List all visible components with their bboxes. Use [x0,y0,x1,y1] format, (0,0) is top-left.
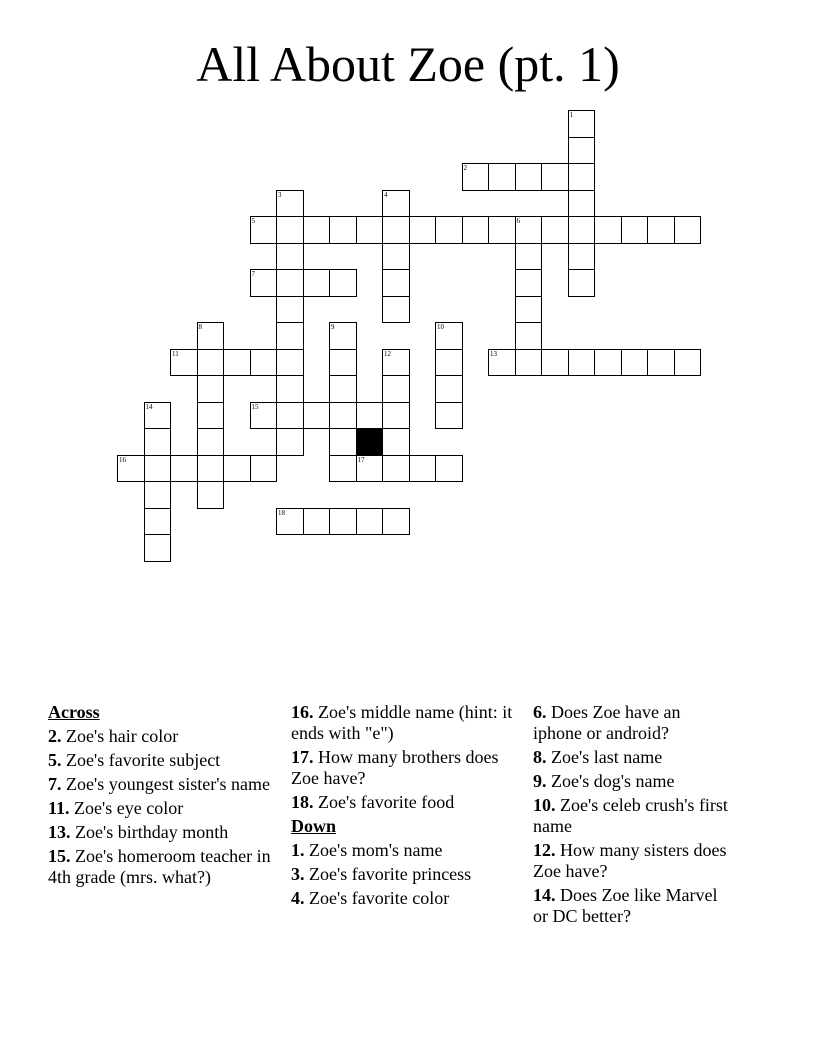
clue-number-label: 9 [331,323,335,331]
grid-cell [117,455,145,483]
clue-item [533,795,733,837]
clue-item [291,840,513,861]
clue-item [48,774,276,795]
clue-number: 7. [48,774,62,794]
grid-cell [329,216,357,244]
clue-number-label: 5 [251,217,255,225]
clue-number-label: 8 [198,323,202,331]
clue-number: 12. [533,840,556,860]
grid-cell [515,216,543,244]
grid-cell [568,163,596,191]
grid-cell [541,163,569,191]
grid-cell [435,349,463,377]
clue-number: 2. [48,726,62,746]
grid-cell [462,216,490,244]
grid-cell [435,375,463,403]
clue-column-1 [48,702,276,891]
grid-cell [568,137,596,165]
clue-text: Zoe's birthday month [70,822,229,842]
grid-cell [276,322,304,350]
clue-item [48,846,276,888]
clue-text: Does Zoe like Marvel or DC better? [533,885,718,926]
grid-cell [356,508,384,536]
grid-cell [197,375,225,403]
clue-number: 14. [533,885,556,905]
clue-text: Zoe's homeroom teacher in 4th grade (mrs. what?) [48,846,271,887]
grid-cell [223,455,251,483]
grid-cell [568,216,596,244]
grid-cell [541,349,569,377]
clue-item [291,864,513,885]
clue-text: Zoe's favorite food [313,792,455,812]
grid-cell [515,322,543,350]
clue-item [533,771,733,792]
grid-cell [488,349,516,377]
grid-cell [197,402,225,430]
grid-cell [356,455,384,483]
grid-cell [276,349,304,377]
clue-number-label: 10 [437,323,444,331]
grid-cell [382,428,410,456]
grid-cell [329,402,357,430]
grid-cell [170,349,198,377]
grid-cell [144,455,172,483]
grid-cell [250,349,278,377]
grid-cell [568,243,596,271]
clue-number: 11. [48,798,70,818]
clue-number-label: 17 [357,455,365,464]
clue-number: 18. [291,792,314,812]
clue-number: 6. [533,702,547,722]
clue-item [533,702,733,744]
grid-cell [356,402,384,430]
grid-cell [329,375,357,403]
grid-cell [382,190,410,218]
grid-cell [382,455,410,483]
clue-number-label: 14 [145,402,153,411]
clue-number-label: 12 [384,349,391,358]
grid-cell [303,402,331,430]
clue-number: 15. [48,846,71,866]
clue-number: 17. [291,747,314,767]
clue-column-2 [291,702,513,912]
clue-number: 1. [291,840,305,860]
clue-number-label: 11 [172,349,179,358]
clue-item [291,792,513,813]
grid-cell [144,481,172,509]
grid-cell [647,216,675,244]
clue-number: 4. [291,888,305,908]
grid-cell [276,243,304,271]
grid-cell [621,349,649,377]
grid-cell [329,508,357,536]
clue-text: How many sisters does Zoe have? [533,840,727,881]
grid-cell [594,349,622,377]
grid-cell [356,216,384,244]
grid-cell [276,508,304,536]
grid-cell [515,349,543,377]
grid-cell [276,296,304,324]
clue-item [291,702,513,744]
grid-cell [409,216,437,244]
grid-cell [276,190,304,218]
grid-cell [197,481,225,509]
grid-cell [594,216,622,244]
clue-number: 5. [48,750,62,770]
grid-cell [674,216,702,244]
clue-text: Zoe's favorite color [304,888,450,908]
black-square [356,428,384,456]
grid-cell [382,296,410,324]
clue-number-label: 6 [516,217,520,225]
clue-text: Zoe's celeb crush's first name [533,795,728,836]
grid-cell [303,269,331,297]
grid-cell [647,349,675,377]
clue-item [291,747,513,789]
grid-cell [541,216,569,244]
grid-cell [303,508,331,536]
clue-column-3 [533,702,733,930]
grid-cell [435,455,463,483]
grid-cell [144,402,172,430]
grid-cell [488,216,516,244]
grid-cell [568,110,596,138]
clue-number: 13. [48,822,71,842]
grid-cell [382,243,410,271]
grid-cell [329,322,357,350]
grid-cell [329,349,357,377]
grid-cell [382,269,410,297]
clue-text: Zoe's favorite subject [61,750,221,770]
clue-number-label: 16 [119,455,126,464]
grid-cell [276,375,304,403]
grid-cell [223,349,251,377]
clue-number: 8. [533,747,547,767]
grid-cell [197,455,225,483]
grid-cell [170,455,198,483]
clue-number: 16. [291,702,314,722]
grid-cell [197,322,225,350]
clue-item [291,888,513,909]
clue-text: Zoe's hair color [61,726,179,746]
grid-cell [276,216,304,244]
clue-item [48,726,276,747]
clue-text: Zoe's middle name (hint: it ends with "e") [291,702,513,743]
clue-heading: Across [48,702,100,722]
grid-cell [303,216,331,244]
clue-item [48,822,276,843]
grid-cell [462,163,490,191]
grid-cell [435,216,463,244]
clue-number-label: 13 [490,349,497,358]
grid-cell [621,216,649,244]
clue-text: Zoe's youngest sister's name [61,774,270,794]
grid-cell [568,349,596,377]
clue-number: 10. [533,795,556,815]
clue-text: Zoe's eye color [69,798,184,818]
grid-cell [515,296,543,324]
grid-cell [144,534,172,562]
grid-cell [197,428,225,456]
grid-cell [250,269,278,297]
clue-item [533,885,733,927]
grid-cell [515,269,543,297]
clue-number-label: 7 [251,270,255,278]
grid-cell [568,269,596,297]
grid-cell [276,428,304,456]
grid-cell [435,322,463,350]
grid-cell [568,190,596,218]
clue-text: Does Zoe have an iphone or android? [533,702,681,743]
clue-text: Zoe's dog's name [546,771,675,791]
clue-number: 9. [533,771,547,791]
puzzle-title: All About Zoe (pt. 1) [196,36,620,92]
clue-number-label: 1 [569,111,573,119]
clue-heading: Down [291,816,337,836]
clue-number-label: 2 [463,164,467,172]
clue-number-label: 18 [278,508,285,517]
grid-cell [488,163,516,191]
grid-cell [144,508,172,536]
grid-cell [329,269,357,297]
clue-number: 3. [291,864,305,884]
grid-cell [329,455,357,483]
clue-text: How many brothers does Zoe have? [291,747,499,788]
grid-cell [409,455,437,483]
clue-number-label: 4 [384,190,388,199]
grid-cell [144,428,172,456]
grid-cell [382,402,410,430]
grid-cell [276,269,304,297]
grid-cell [382,508,410,536]
clue-item [48,750,276,771]
grid-cell [674,349,702,377]
grid-cell [197,349,225,377]
grid-cell [329,428,357,456]
clue-text: Zoe's mom's name [304,840,443,860]
grid-cell [250,402,278,430]
grid-cell [250,216,278,244]
grid-cell [435,402,463,430]
clue-item [533,840,733,882]
grid-cell [515,243,543,271]
grid-cell [276,402,304,430]
grid-cell [382,216,410,244]
clue-item [48,798,276,819]
clue-item [533,747,733,768]
grid-cell [382,375,410,403]
grid-cell [382,349,410,377]
clue-text: Zoe's last name [546,747,663,767]
clue-text: Zoe's favorite princess [304,864,472,884]
grid-cell [515,163,543,191]
clue-number-label: 3 [278,190,282,199]
clue-number-label: 15 [251,402,259,411]
grid-cell [250,455,278,483]
